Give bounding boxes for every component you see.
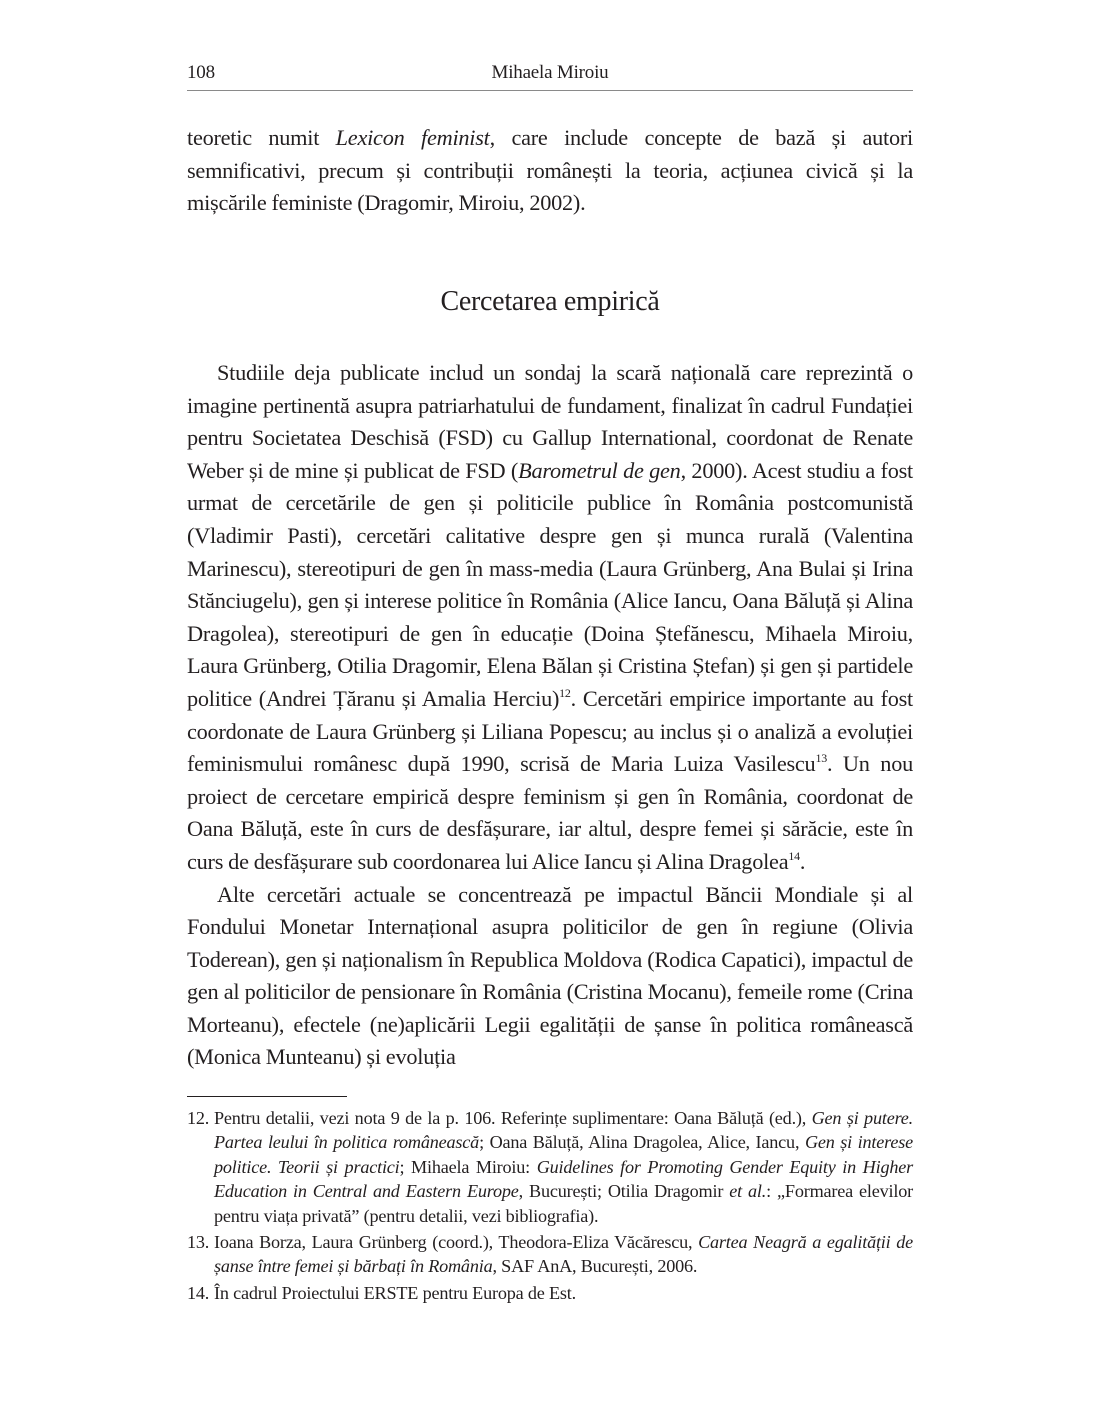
paragraph-2: Alte cercetări actuale se concentrează pe impactul Băncii Mondiale și al Fondului Monetar Internațional asupra politicilor de gen în regiune (Olivia Toderean), gen și naționalism în Republica Moldova (Rodica Capatici), impactul de gen al politicilor de pensionare în România (Cristina Mocanu), femeile rome (Crina Morteanu), efectele (ne)aplicării Legii egalității de șanse în politica românească (Monica Munteanu) și evoluția: [187, 881, 913, 1070]
footnotes: [187, 1106, 913, 1307]
footnote-text: Pentru detalii, vezi nota 9 de la p. 106. Referințe suplimentare: Oana Băluță (ed.), Gen și putere. Partea leului în politica românească; Oana Băluță, Alina Dragolea, Alice, Iancu, Gen și interese politice. Teorii și practici; Mihaela Miroiu: Guidelines for Promoting Gender Equity in Higher Education in Central and Eastern Europe, București; Otilia Dragomir et al.: „Formarea elevilor pentru viața privată” (pentru detalii, vezi bibliografia).: [214, 1108, 913, 1226]
text-run: , 2000). Acest studiu a fost urmat de cercetările de gen și politicile publice în România postcomunistă (Vladimir Pasti), cercetări calitative despre gen și munca rurală (Valentina Marinescu), stereotipuri de gen în mass-media (Laura Grünberg, Ana Bulai și Irina Stănciugelu), gen și interese politice în România (Alice Iancu, Oana Băluță și Alina Dragolea), stereotipuri de gen în educație (Doina Ștefănescu, Mihaela Miroiu, Laura Grünberg, Otilia Dragomir, Elena Bălan și Cristina Ștefan) și gen și partidele politice (Andrei Țăranu și Amalia Herciu): [187, 457, 913, 711]
footnote-text: În cadrul Proiectului ERSTE pentru Europa de Est.: [214, 1282, 576, 1303]
page-number: 108: [187, 62, 215, 83]
section-heading: Cercetarea empirică: [440, 286, 660, 317]
footnote-number: 14.: [187, 1282, 210, 1303]
italic-title: Lexicon feminist: [335, 125, 490, 150]
section-body: [187, 357, 913, 1074]
intro-paragraph-block: [187, 122, 913, 220]
footnote-text: Ioana Borza, Laura Grünberg (coord.), Theodora-Eliza Văcărescu, Cartea Neagră a egalității de șanse între femei și bărbați în România, SAF AnA, București, 2006.: [214, 1232, 914, 1277]
text-run: , care include concepte de bază și autori semnificativi, precum și contribuții românești la teoria, acțiunea civică și la mișcările feministe (Dragomir, Miroiu, 2002).: [187, 125, 913, 216]
paragraph-1: [187, 357, 913, 879]
footnote-number: 12.: [187, 1108, 210, 1128]
text-run: . Cercetări empirice importante au fost coordonate de Laura Grünberg și Liliana Popescu; au inclus și o analiză a evoluției feminismului românesc după 1990, scrisă de Maria Luiza Vasilescu: [187, 685, 913, 777]
text-run: .: [799, 848, 806, 874]
text-run: . Un nou proiect de cercetare empirică despre feminism și gen în România, coordonat de Oana Băluță, este în curs de desfășurare, iar altul, despre femei și sărăcie, este în curs de desfășurare sub coordonarea lui Alice Iancu și Alina Dragolea: [187, 751, 913, 874]
italic-title: Barometrul de gen: [518, 457, 681, 483]
footnote-14: [187, 1281, 913, 1305]
text-run: Studiile deja publicate includ un sondaj la scară națională care reprezintă o imagine pertinentă asupra patriarhatului de fundament, finalizat în cadrul Fundației pentru Societatea Deschisă (FSD) cu Gallup International, coordonat de Renate Weber și de mine și publicat de FSD (: [187, 360, 913, 483]
text-run: teoretic numit: [187, 125, 336, 150]
footnote-ref-13[interactable]: 13: [815, 751, 827, 766]
footnote-number: 13.: [187, 1232, 210, 1253]
footnote-divider: [187, 1096, 347, 1097]
intro-paragraph: [187, 122, 913, 220]
running-head-author: Mihaela Miroiu: [491, 62, 609, 83]
footnote-13: [187, 1230, 913, 1279]
footnote-ref-14[interactable]: 14: [788, 848, 800, 863]
footnote-12: [187, 1106, 913, 1228]
footnote-ref-12[interactable]: 12: [559, 685, 571, 700]
running-head: [187, 60, 913, 91]
